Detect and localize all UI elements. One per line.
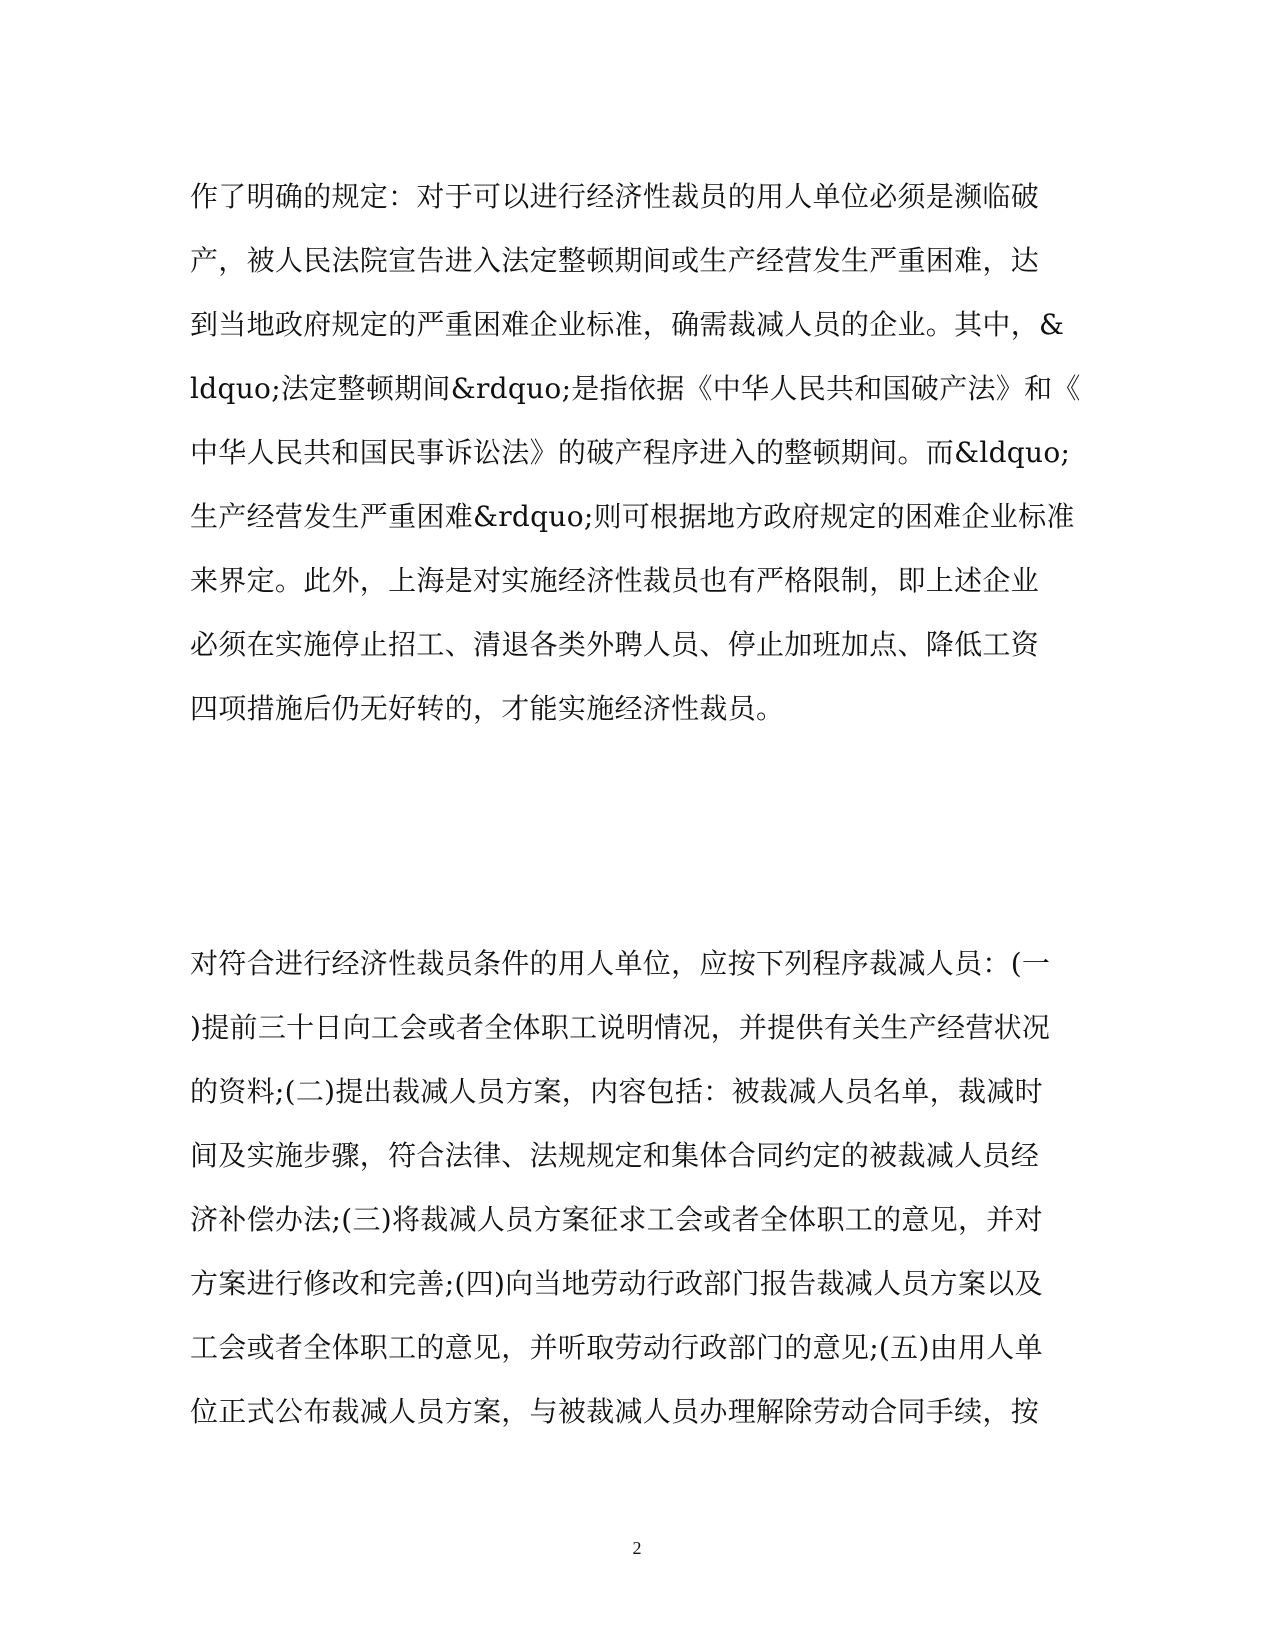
paragraph-1 (190, 165, 1090, 741)
text-line: 位正式公布裁减人员方案，与被裁减人员办理解除劳动合同手续，按 (190, 1395, 1040, 1428)
text-line: 生产经营发生严重困难&rdquo;则可根据地方政府规定的困难企业标准 (190, 500, 1075, 533)
text-line: ldquo;法定整顿期间&rdquo;是指依据《中华人民共和国破产法》和《 (190, 372, 1081, 405)
text-line: 中华人民共和国民事诉讼法》的破产程序进入的整顿期间。而&ldquo; (190, 436, 1071, 469)
text-line: 的资料;(二)提出裁减人员方案，内容包括：被裁减人员名单，裁减时 (190, 1075, 1043, 1108)
text-line: 对符合进行经济性裁员条件的用人单位，应按下列程序裁减人员：(一 (190, 947, 1051, 980)
text-line: 工会或者全体职工的意见，并听取劳动行政部门的意见;(五)由用人单 (190, 1331, 1043, 1364)
text-line: 来界定。此外，上海是对实施经济性裁员也有严格限制，即上述企业 (190, 564, 1040, 597)
text-line: 产，被人民法院宣告进入法定整顿期间或生产经营发生严重困难，达 (190, 244, 1040, 277)
text-line: 济补偿办法;(三)将裁减人员方案征求工会或者全体职工的意见，并对 (190, 1203, 1043, 1236)
text-line: 作了明确的规定：对于可以进行经济性裁员的用人单位必须是濒临破 (190, 180, 1040, 213)
page-number: 2 (632, 1538, 642, 1558)
text-line: 四项措施后仍无好转的，才能实施经济性裁员。 (190, 692, 785, 725)
text-line: 方案进行修改和完善;(四)向当地劳动行政部门报告裁减人员方案以及 (190, 1267, 1043, 1300)
paragraph-2 (190, 932, 1090, 1444)
text-line: )提前三十日向工会或者全体职工说明情况，并提供有关生产经营状况 (190, 1011, 1051, 1044)
text-line: 到当地政府规定的严重困难企业标准，确需裁减人员的企业。其中，& (190, 308, 1065, 341)
text-line: 间及实施步骤，符合法律、法规规定和集体合同约定的被裁减人员经 (190, 1139, 1040, 1172)
text-line: 必须在实施停止招工、清退各类外聘人员、停止加班加点、降低工资 (190, 628, 1040, 661)
